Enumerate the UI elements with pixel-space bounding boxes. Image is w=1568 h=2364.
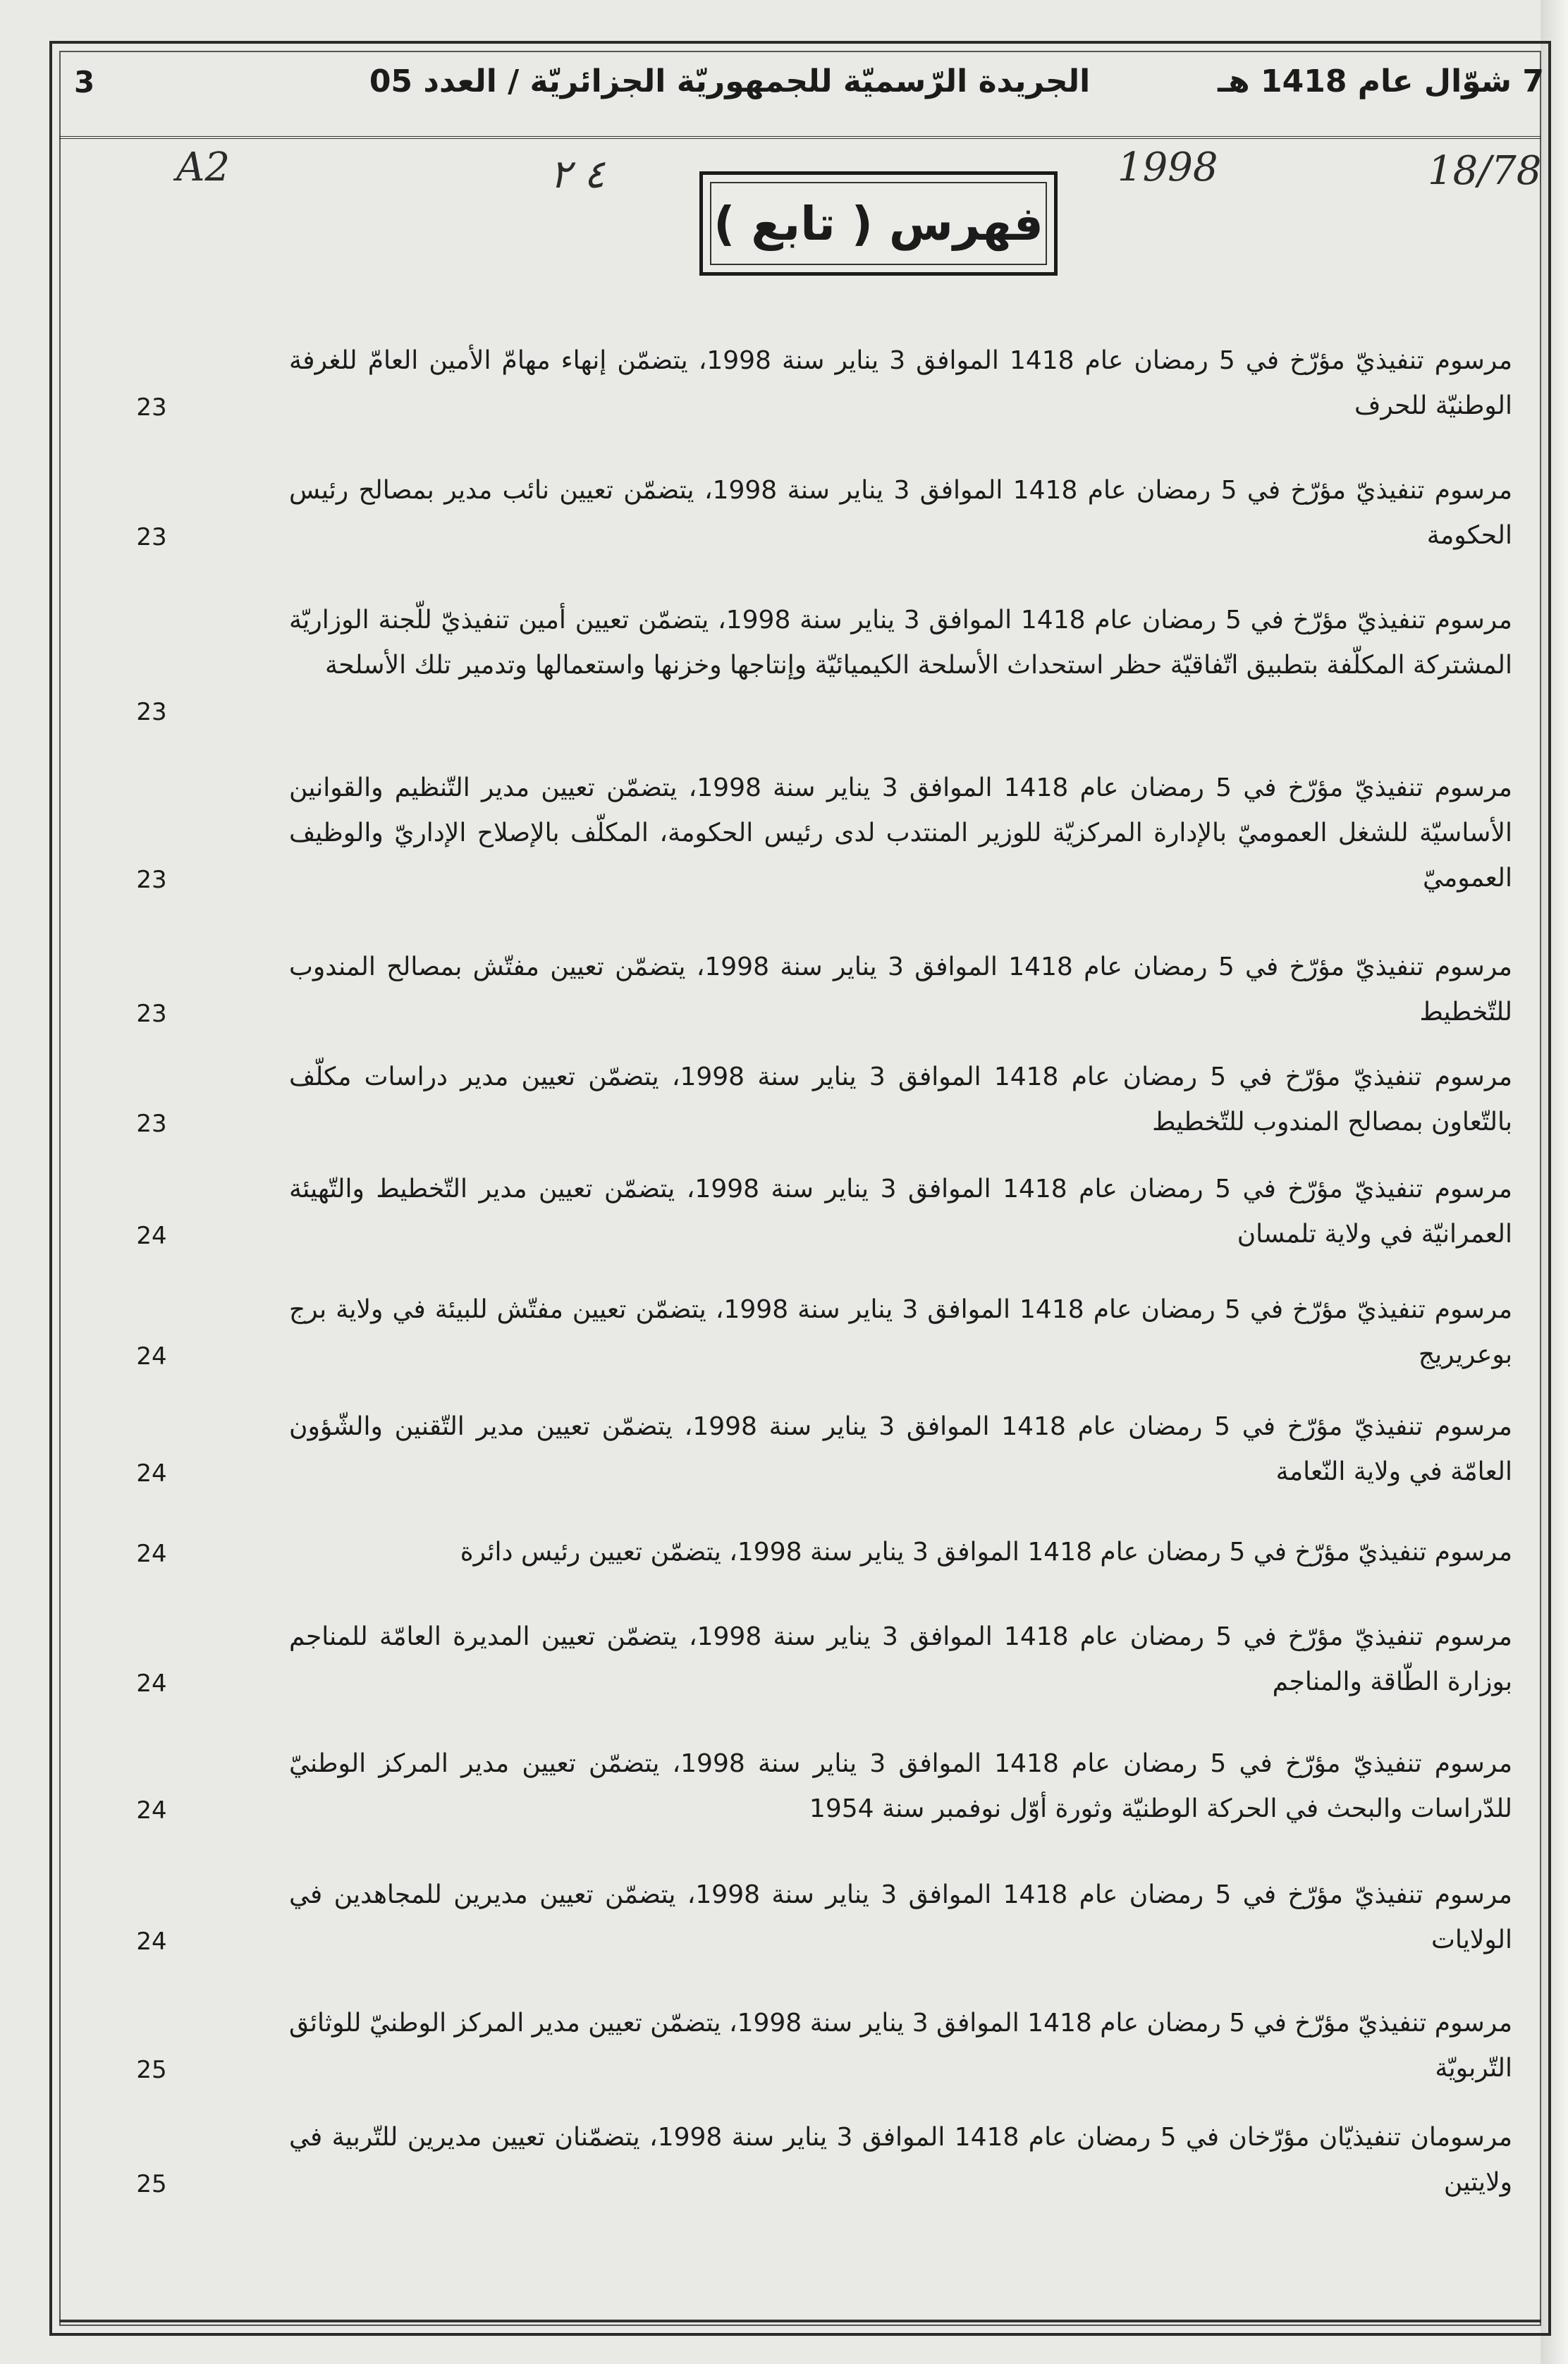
entry-page-number: 23 (136, 866, 167, 894)
entry-page-number: 24 (136, 1222, 167, 1250)
index-entry (113, 2115, 1512, 2205)
index-entry (113, 1287, 1512, 1378)
index-title-box (699, 171, 1058, 276)
entry-page-number: 23 (136, 698, 167, 726)
journal-title: الجريدة الرّسميّة للجمهوريّة الجزائريّة / العدد 05 (369, 63, 1091, 99)
header-date: 7 شوّال عام 1418 هـ (1218, 63, 1544, 99)
entry-title: مرسوم تنفيذيّ مؤرّخ في 5 رمضان عام 1418 الموافق 3 يناير سنة 1998، يتضمّن تعيين مدير التّقنين والشّؤون العامّة في ولاية النّعامة (289, 1412, 1512, 1486)
handwritten-issue: ٤ ٢ (550, 152, 605, 197)
index-entry (113, 468, 1512, 558)
handwritten-ref: 18/78 (1428, 148, 1542, 194)
entry-page-number: 23 (136, 1000, 167, 1028)
entry-title: مرسوم تنفيذيّ مؤرّخ في 5 رمضان عام 1418 الموافق 3 يناير سنة 1998، يتضمّن تعيين مديرين للمجاهدين في الولايات (289, 1880, 1512, 1954)
entry-title: مرسوم تنفيذيّ مؤرّخ في 5 رمضان عام 1418 الموافق 3 يناير سنة 1998، يتضمّن تعيين رئيس دائرة (460, 1538, 1512, 1567)
entry-page-number: 23 (136, 523, 167, 551)
index-entry (113, 1873, 1512, 1963)
entry-page-number: 24 (136, 1540, 167, 1568)
handwritten-year: 1998 (1117, 145, 1218, 190)
index-entry (113, 945, 1512, 1035)
entry-page-number: 24 (136, 1342, 167, 1371)
entry-page-number: 24 (136, 1796, 167, 1825)
entry-page-number: 24 (136, 1928, 167, 1956)
entry-title: مرسوم تنفيذيّ مؤرّخ في 5 رمضان عام 1418 الموافق 3 يناير سنة 1998، يتضمّن تعيين المديرة العامّة للمناجم بوزارة الطّاقة والمناجم (289, 1622, 1512, 1696)
entry-title: مرسوم تنفيذيّ مؤرّخ في 5 رمضان عام 1418 الموافق 3 يناير سنة 1998، يتضمّن تعيين مدير التّخطيط والتّهيئة العمرانيّة في ولاية تلمسان (289, 1175, 1512, 1249)
index-entry (113, 2001, 1512, 2091)
handwritten-code: A2 (176, 145, 231, 190)
entry-page-number: 25 (136, 2056, 167, 2084)
entry-title: مرسوم تنفيذيّ مؤرّخ في 5 رمضان عام 1418 الموافق 3 يناير سنة 1998، يتضمّن تعيين مفتّش للبيئة في ولاية برج بوعريريج (289, 1295, 1512, 1369)
entry-page-number: 25 (136, 2170, 167, 2198)
entry-page-number: 23 (136, 393, 167, 422)
entry-title: مرسوم تنفيذيّ مؤرّخ في 5 رمضان عام 1418 الموافق 3 يناير سنة 1998، يتضمّن إنهاء مهامّ الأمين العامّ للغرفة الوطنيّة للحرف (289, 346, 1512, 420)
entry-title: مرسوم تنفيذيّ مؤرّخ في 5 رمضان عام 1418 الموافق 3 يناير سنة 1998، يتضمّن تعيين مدير المركز الوطنيّ للوثائق التّربويّة (289, 2009, 1512, 2083)
entry-title: مرسوم تنفيذيّ مؤرّخ في 5 رمضان عام 1418 الموافق 3 يناير سنة 1998، يتضمّن تعيين مدير دراسات مكلّف بالتّعاون بمصالح المندوب للتّخطيط (289, 1062, 1512, 1137)
index-entry (113, 598, 1512, 733)
index-entry (113, 1615, 1512, 1705)
entry-title: مرسوم تنفيذيّ مؤرّخ في 5 رمضان عام 1418 الموافق 3 يناير سنة 1998، يتضمّن تعيين مفتّش بمصالح المندوب للتّخطيط (289, 953, 1512, 1027)
entry-title: مرسومان تنفيذيّان مؤرّخان في 5 رمضان عام 1418 الموافق 3 يناير سنة 1998، يتضمّنان تعيين مديرين للتّربية في ولايتين (289, 2123, 1512, 2197)
entry-title: مرسوم تنفيذيّ مؤرّخ في 5 رمضان عام 1418 الموافق 3 يناير سنة 1998، يتضمّن تعيين مدير المركز الوطنيّ للدّراسات والبحث في الحركة الوطنيّة وثورة أوّل نوفمبر سنة 1954 (289, 1749, 1512, 1823)
index-entry (113, 1530, 1512, 1575)
entry-title: مرسوم تنفيذيّ مؤرّخ في 5 رمضان عام 1418 الموافق 3 يناير سنة 1998، يتضمّن تعيين مدير التّنظيم والقوانين الأساسيّة للشغل العموميّ بالإدارة المركزيّة للوزير المنتدب لدى رئيس الحكومة، المكلّف بالإصلاح الإداريّ والوظيف العموميّ (289, 773, 1512, 893)
entry-title: مرسوم تنفيذيّ مؤرّخ في 5 رمضان عام 1418 الموافق 3 يناير سنة 1998، يتضمّن تعيين نائب مدير بمصالح رئيس الحكومة (289, 476, 1512, 550)
index-entry (113, 338, 1512, 429)
page-number: 3 (74, 65, 95, 99)
entry-page-number: 24 (136, 1670, 167, 1698)
index-entry (113, 1741, 1512, 1832)
entry-page-number: 24 (136, 1459, 167, 1488)
index-entry (113, 1055, 1512, 1145)
index-entry (113, 766, 1512, 901)
bottom-rule (59, 2320, 1541, 2322)
index-entry (113, 1404, 1512, 1495)
entry-title: مرسوم تنفيذيّ مؤرّخ في 5 رمضان عام 1418 الموافق 3 يناير سنة 1998، يتضمّن تعيين أمين تنفيذيّ للّجنة الوزاريّة المشتركة المكلّفة بتطبيق اتّفاقيّة حظر استحداث الأسلحة الكيميائيّة وإنتاجها وخزنها واستعمالها وتدمير تلك الأسلحة (289, 606, 1512, 680)
index-entry (113, 1167, 1512, 1257)
entry-page-number: 23 (136, 1110, 167, 1138)
index-title: فهرس ( تابع ) (713, 196, 1043, 251)
